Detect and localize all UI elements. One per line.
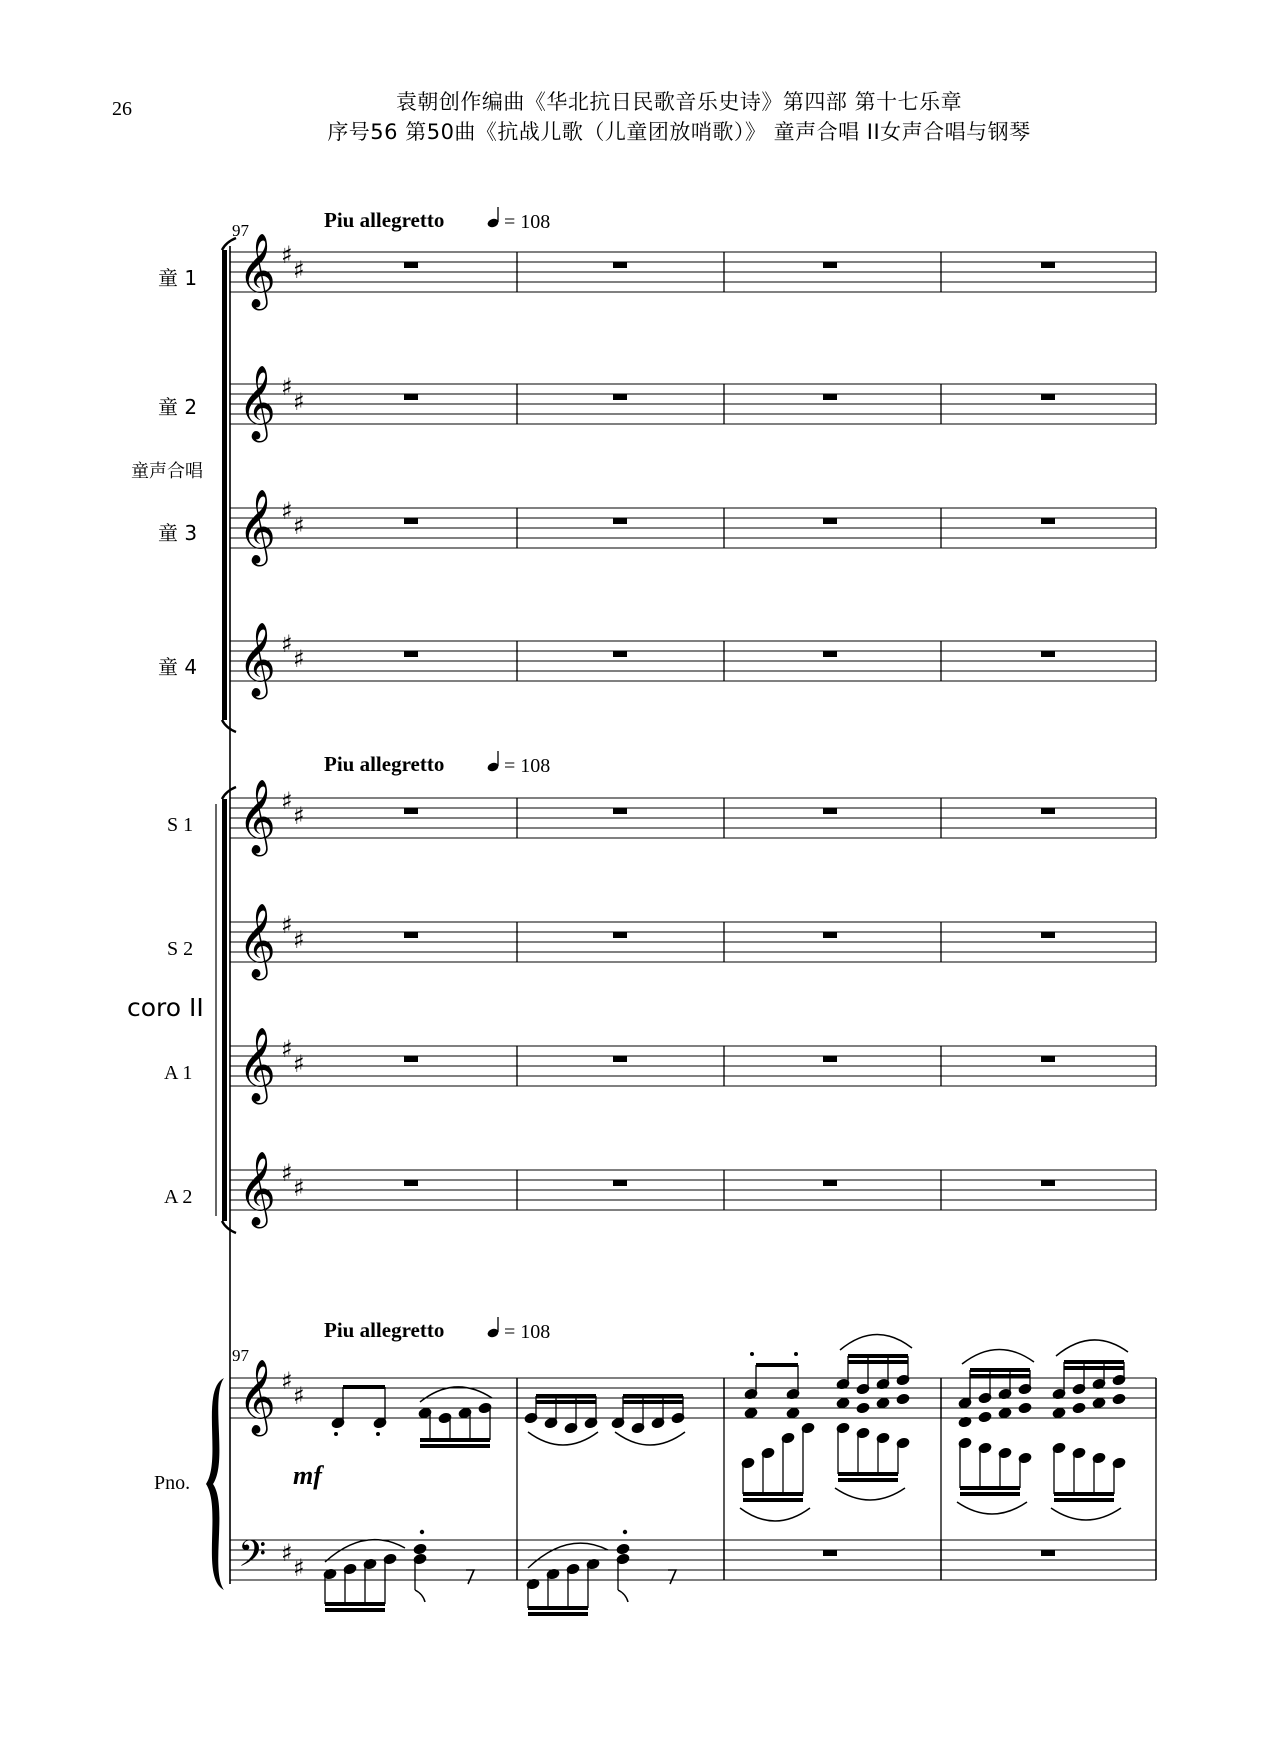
piano-left-hand-notes: [323, 1530, 676, 1616]
whole-rest-icon: [613, 1056, 627, 1062]
staff-s2: [230, 904, 1156, 981]
staff-s1: [230, 780, 1156, 857]
sharp-icon: ♯: [293, 645, 305, 673]
whole-rest-icon: [823, 1550, 837, 1556]
tempo-bpm: = 108: [504, 211, 551, 233]
staff-label-tong3: 童 3: [158, 521, 198, 545]
staff-tong4: [230, 623, 1156, 700]
group-label-coro2: coro II: [127, 993, 204, 1022]
staff-label-s1: S 1: [167, 814, 194, 836]
whole-rest-icon: [1041, 808, 1055, 814]
whole-rest-icon: [1041, 1056, 1055, 1062]
staff-tong3: [230, 490, 1156, 567]
whole-rest-icon: [613, 808, 627, 814]
sharp-icon: ♯: [293, 1174, 305, 1202]
treble-clef-icon: 𝄞: [238, 1360, 276, 1434]
treble-clef-icon: 𝄞: [238, 1152, 276, 1226]
whole-rest-icon: [1041, 394, 1055, 400]
treble-clef-icon: 𝄞: [238, 234, 276, 308]
bracket-coro2: [216, 787, 236, 1233]
treble-clef-icon: 𝄞: [238, 623, 276, 697]
piano-right-hand-lower-voice: [740, 1422, 1126, 1521]
whole-rest-icon: [613, 394, 627, 400]
sharp-icon: ♯: [293, 926, 305, 954]
sharp-icon: ♯: [281, 911, 293, 939]
treble-clef-icon: 𝄞: [238, 780, 276, 854]
tempo-text: Piu allegretto: [324, 208, 445, 232]
whole-rest-icon: [823, 518, 837, 524]
whole-rest-icon: [404, 394, 418, 400]
whole-rest-icon: [613, 1180, 627, 1186]
whole-rest-icon: [823, 394, 837, 400]
piano-right-hand-notes: [331, 1334, 1128, 1448]
whole-rest-icon: [823, 808, 837, 814]
whole-rest-icon: [404, 1180, 418, 1186]
sharp-icon: ♯: [293, 512, 305, 540]
measure-number: 97: [232, 221, 249, 240]
staff-label-s2: S 2: [167, 938, 194, 960]
sharp-icon: ♯: [281, 1367, 293, 1395]
sharp-icon: ♯: [293, 388, 305, 416]
staff-a2: [230, 1152, 1156, 1229]
whole-rest-icon: [1041, 651, 1055, 657]
sharp-icon: ♯: [281, 1159, 293, 1187]
whole-rest-icon: [404, 1056, 418, 1062]
tempo-bpm: = 108: [504, 755, 551, 777]
staff-label-tong2: 童 2: [158, 395, 198, 419]
whole-rest-icon: [404, 651, 418, 657]
sharp-icon: ♯: [293, 1382, 305, 1410]
whole-rest-icon: [1041, 518, 1055, 524]
whole-rest-icon: [613, 518, 627, 524]
whole-rest-icon: [1041, 1550, 1055, 1556]
staff-label-piano: Pno.: [154, 1472, 191, 1494]
whole-rest-icon: [404, 518, 418, 524]
staff-tong1: [230, 234, 1156, 311]
whole-rest-icon: [823, 651, 837, 657]
tempo-marking-piano: [324, 1317, 550, 1343]
sharp-icon: ♯: [281, 787, 293, 815]
title-line-2: 序号56 第50曲《抗战儿歌（儿童团放哨歌）》 童声合唱 II女声合唱与钢琴: [327, 120, 1031, 144]
whole-rest-icon: [823, 1056, 837, 1062]
sharp-icon: ♯: [281, 1539, 293, 1567]
treble-clef-icon: 𝄞: [238, 904, 276, 978]
sharp-icon: ♯: [293, 1554, 305, 1582]
sharp-icon: ♯: [293, 1050, 305, 1078]
whole-rest-icon: [613, 932, 627, 938]
whole-rest-icon: [613, 262, 627, 268]
title-line-1: 袁朝创作编曲《华北抗日民歌音乐史诗》第四部 第十七乐章: [395, 90, 963, 114]
whole-rest-icon: [404, 932, 418, 938]
sharp-icon: ♯: [281, 630, 293, 658]
sharp-icon: ♯: [281, 373, 293, 401]
staff-label-a1: A 1: [164, 1062, 193, 1084]
sharp-icon: ♯: [293, 802, 305, 830]
whole-rest-icon: [823, 262, 837, 268]
treble-clef-icon: 𝄞: [238, 490, 276, 564]
treble-clef-icon: 𝄞: [238, 1028, 276, 1102]
sharp-icon: ♯: [281, 497, 293, 525]
whole-rest-icon: [1041, 262, 1055, 268]
staff-label-tong1: 童 1: [158, 266, 198, 290]
whole-rest-icon: [613, 651, 627, 657]
bracket-children-choir: [222, 238, 236, 732]
staff-label-a2: A 2: [164, 1186, 193, 1208]
tempo-marking-coro2: [324, 751, 550, 777]
group-label-children-choir: 童声合唱: [131, 461, 203, 482]
whole-rest-icon: [404, 262, 418, 268]
sharp-icon: ♯: [293, 256, 305, 284]
tempo-bpm: = 108: [504, 1321, 551, 1343]
sharp-icon: ♯: [281, 1035, 293, 1063]
tempo-text: Piu allegretto: [324, 1318, 445, 1342]
staff-tong2: [230, 366, 1156, 443]
whole-rest-icon: [1041, 932, 1055, 938]
whole-rest-icon: [823, 932, 837, 938]
tempo-text: Piu allegretto: [324, 752, 445, 776]
staff-label-tong4: 童 4: [158, 655, 198, 679]
sharp-icon: ♯: [281, 241, 293, 269]
whole-rest-icon: [404, 808, 418, 814]
measure-number: 97: [232, 1346, 249, 1365]
whole-rest-icon: [823, 1180, 837, 1186]
bass-clef-icon: 𝄢: [238, 1533, 267, 1584]
piano-brace: [206, 1378, 224, 1590]
staff-a1: [230, 1028, 1156, 1105]
tempo-marking-children: [324, 207, 550, 233]
treble-clef-icon: 𝄞: [238, 366, 276, 440]
whole-rest-icon: [1041, 1180, 1055, 1186]
dynamic-mf: mf: [293, 1461, 322, 1490]
page-number: 26: [112, 98, 132, 120]
